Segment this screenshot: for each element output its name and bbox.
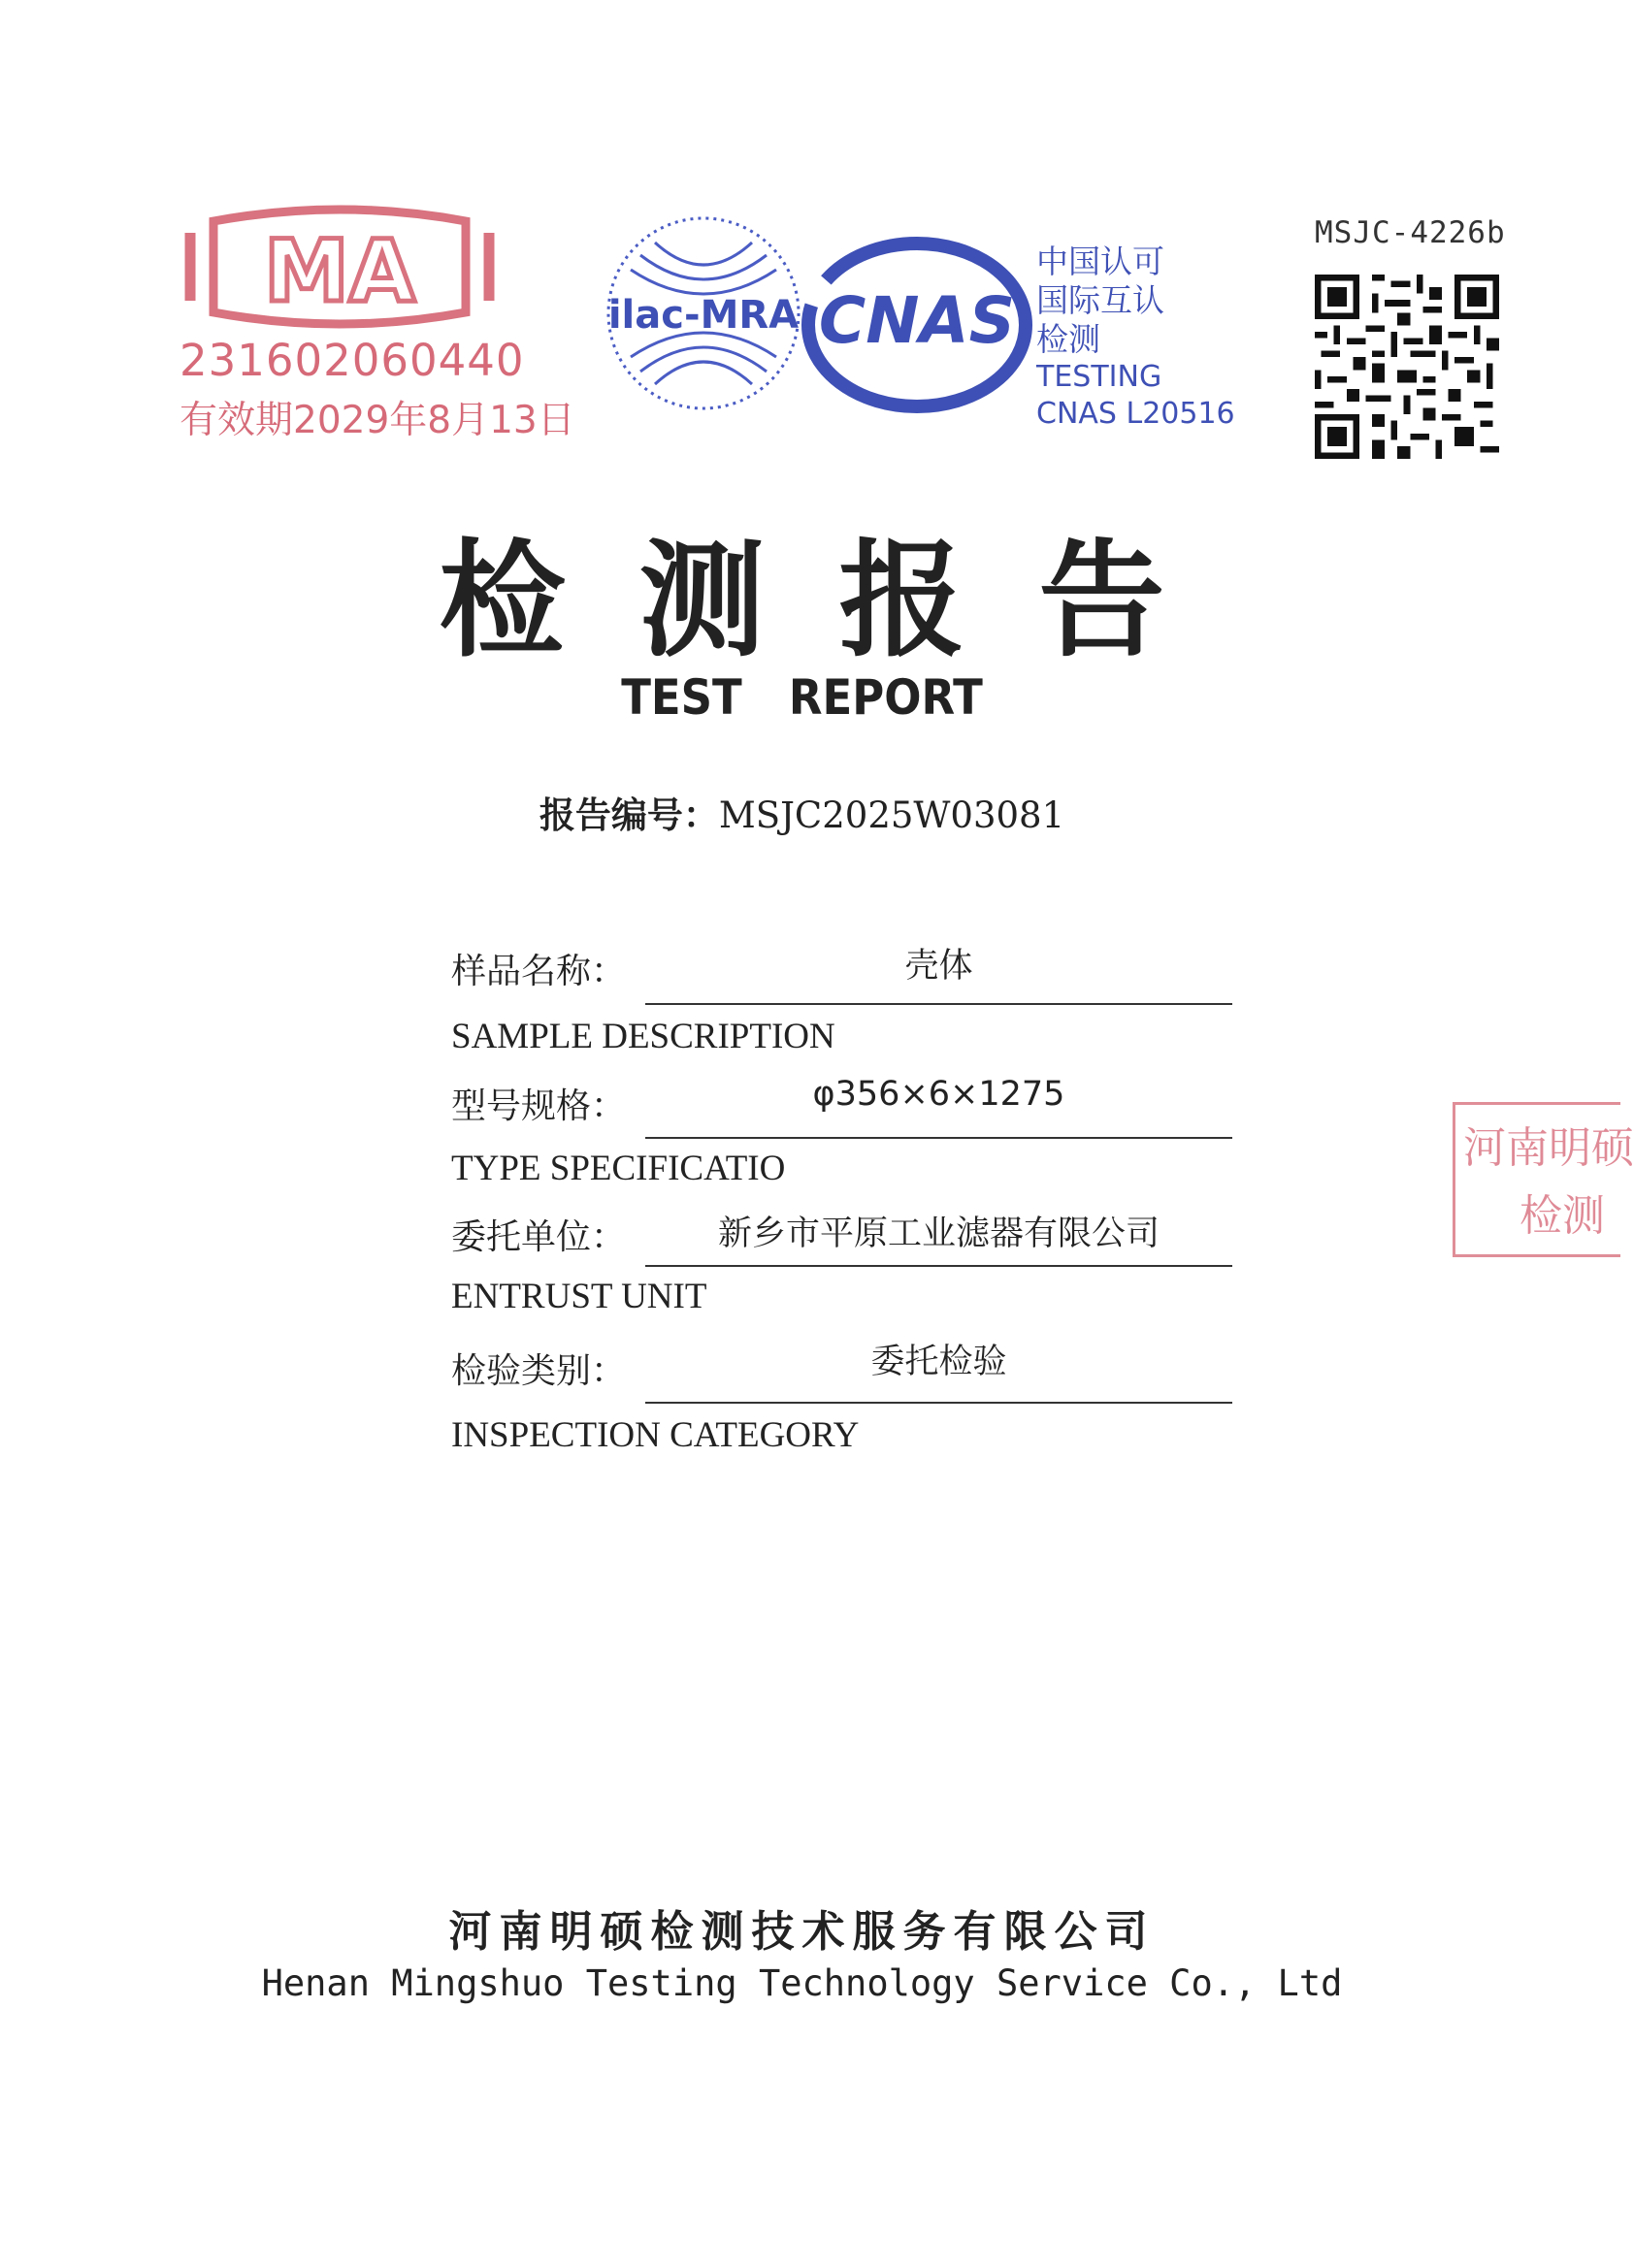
cnas-logo-icon [801, 238, 1033, 412]
document-code: MSJC-4226b [1315, 215, 1506, 250]
report-number-value: MSJC2025W03081 [718, 794, 1065, 836]
seal-text-line-2: 检测 [1520, 1191, 1605, 1241]
inspection-category-value: 委托检验 [870, 1343, 1007, 1381]
type-spec-underline [645, 1137, 1232, 1139]
cnas-side-line-3: 检测 [1036, 320, 1100, 358]
report-number [0, 786, 1604, 838]
report-title-chinese: 检测报告 [439, 526, 1239, 674]
report-number-label: 报告编号： [539, 794, 719, 836]
company-seal-partial [1453, 1102, 1634, 1257]
sample-name-label: 样品名称： [451, 952, 627, 991]
cnas-side-line-5: CNAS L20516 [1036, 397, 1235, 431]
cma-validity: 有效期2029年8月13日 [180, 399, 575, 442]
type-spec-label: 型号规格： [451, 1086, 627, 1126]
entrust-unit-underline [645, 1265, 1232, 1267]
cma-stamp-frame-icon [175, 204, 505, 330]
sample-description-label-en: SAMPLE DESCRIPTION [451, 1017, 835, 1056]
cnas-text: CNAS [818, 283, 1016, 358]
type-spec-value: φ356×6×1275 [812, 1075, 1065, 1114]
report-title-english: TEST REPORT [621, 669, 983, 726]
type-specification-label-en: TYPE SPECIFICATIO [451, 1149, 786, 1188]
cnas-side-line-2: 国际互认 [1036, 281, 1164, 319]
company-name-chinese: 河南明硕检测技术服务有限公司 [448, 1907, 1156, 1957]
cnas-side-line-4: TESTING [1036, 360, 1162, 394]
sample-name-underline [645, 1003, 1232, 1005]
qr-code-icon [1315, 275, 1499, 459]
entrust-unit-label-en: ENTRUST UNIT [451, 1277, 707, 1316]
entrust-unit-value: 新乡市平原工业滤器有限公司 [717, 1215, 1160, 1253]
inspection-category-underline [645, 1402, 1232, 1404]
cma-stamp [175, 204, 575, 446]
ilac-mra-text: ilac-MRA [607, 293, 800, 338]
sample-name-value: 壳体 [904, 947, 973, 986]
entrust-unit-label: 委托单位： [451, 1217, 627, 1257]
cma-number: 231602060440 [180, 335, 525, 386]
inspection-category-label-en: INSPECTION CATEGORY [451, 1415, 860, 1455]
seal-text-line-1: 河南明硕 [1463, 1123, 1634, 1173]
company-name-english: Henan Mingshuo Testing Technology Service Co., Ltd [261, 1962, 1343, 2004]
cnas-side-line-1: 中国认可 [1036, 243, 1164, 280]
cnas-side-text [1036, 243, 1235, 433]
ilac-mra-logo-icon [602, 211, 805, 415]
inspection-category-label: 检验类别： [451, 1351, 627, 1391]
cma-mark-text: MA [264, 221, 415, 321]
